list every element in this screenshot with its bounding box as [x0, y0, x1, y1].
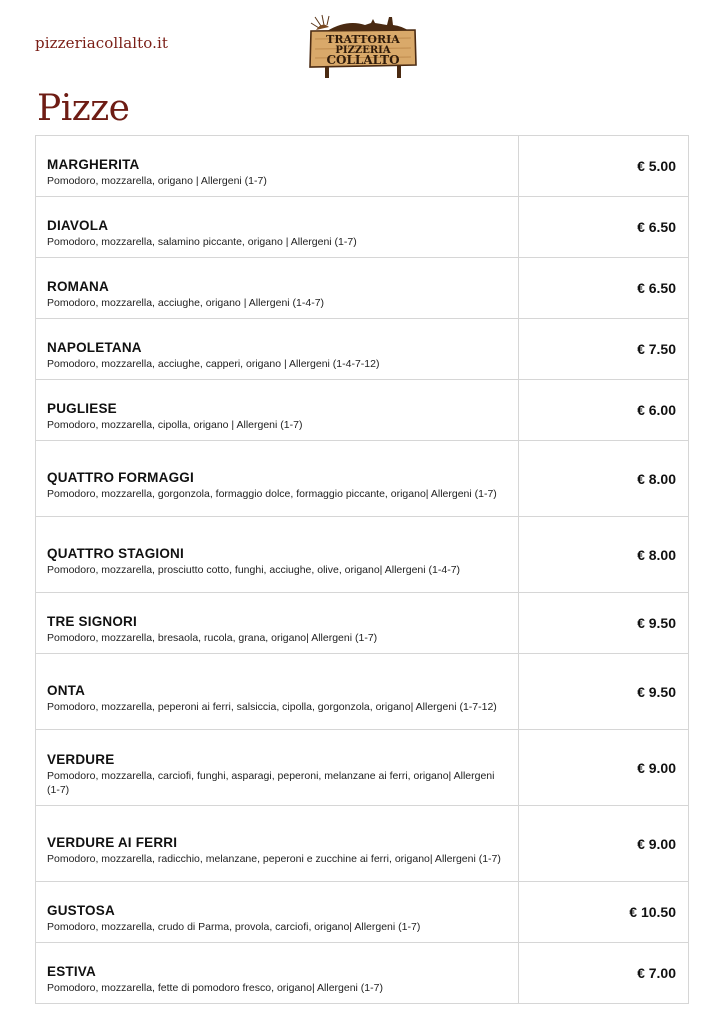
pizza-name: VERDURE [47, 751, 115, 767]
pizza-description: Pomodoro, mozzarella, fette di pomodoro fresco, origano| Allergeni (1-7) [47, 982, 383, 994]
pizza-description: Pomodoro, mozzarella, carciofi, funghi, asparagi, peperoni, melanzane ai ferri, origano| Allergeni (1-7) [47, 769, 495, 796]
menu-row [36, 136, 689, 197]
menu-item-details [36, 943, 519, 1004]
section-title: Pizze [37, 88, 130, 129]
menu-item-details [36, 319, 519, 380]
pizza-description: Pomodoro, mozzarella, bresaola, rucola, grana, origano| Allergeni (1-7) [47, 632, 378, 644]
menu-item-details [36, 654, 519, 730]
pizza-description: Pomodoro, mozzarella, origano | Allergeni (1-7) [47, 175, 267, 187]
menu-row [36, 593, 689, 654]
pizza-description: Pomodoro, mozzarella, salamino piccante, origano | Allergeni (1-7) [47, 236, 357, 248]
menu-row [36, 943, 689, 1004]
menu-item-details [36, 806, 519, 882]
pizza-price: € 5.00 [519, 136, 689, 197]
pizza-price: € 10.50 [519, 882, 689, 943]
pizza-price: € 7.50 [519, 319, 689, 380]
menu-row [36, 380, 689, 441]
menu-item-details [36, 730, 519, 806]
pizza-name: VERDURE AI FERRI [47, 834, 178, 850]
pizza-description: Pomodoro, mozzarella, radicchio, melanzane, peperoni e zucchine ai ferri, origano| Allergeni (1-7) [47, 852, 501, 865]
menu-item-details [36, 882, 519, 943]
restaurant-logo [307, 13, 419, 81]
pizza-description: Pomodoro, mozzarella, crudo di Parma, provola, carciofi, origano| Allergeni (1-7) [47, 921, 421, 933]
pizza-name: DIAVOLA [47, 218, 109, 233]
menu-item-details [36, 197, 519, 258]
logo-text-line-3: COLLALTO [326, 53, 400, 67]
pizza-price: € 8.00 [519, 441, 689, 517]
pizza-price: € 9.00 [519, 806, 689, 882]
pizza-name: QUATTRO FORMAGGI [47, 469, 194, 485]
pizza-description: Pomodoro, mozzarella, gorgonzola, formaggio dolce, formaggio piccante, origano| Allergeni (1-7) [47, 487, 497, 500]
pizza-name: QUATTRO STAGIONI [47, 545, 184, 561]
pizza-price: € 6.50 [519, 197, 689, 258]
pizza-description: Pomodoro, mozzarella, acciughe, origano | Allergeni (1-4-7) [47, 297, 325, 309]
pizza-description: Pomodoro, mozzarella, cipolla, origano | Allergeni (1-7) [47, 419, 303, 431]
menu-row [36, 441, 689, 517]
menu-item-details [36, 517, 519, 593]
website-link[interactable]: pizzeriacollalto.it [35, 34, 169, 52]
pizza-name: ROMANA [47, 279, 109, 294]
menu-row [36, 258, 689, 319]
menu-row [36, 806, 689, 882]
pizza-name: PUGLIESE [47, 401, 117, 416]
pizza-price: € 9.50 [519, 654, 689, 730]
menu-row [36, 517, 689, 593]
pizza-name: ONTA [47, 682, 86, 698]
pizza-price: € 9.50 [519, 593, 689, 654]
pizza-name: NAPOLETANA [47, 340, 142, 355]
pizza-name: TRE SIGNORI [47, 614, 137, 629]
pizza-menu-table [35, 135, 689, 1004]
menu-row [36, 882, 689, 943]
logo-text-line-1: TRATTORIA [326, 33, 400, 46]
pizza-description: Pomodoro, mozzarella, prosciutto cotto, funghi, acciughe, olive, origano| Allergeni (1-4-7) [47, 563, 461, 576]
pizza-price: € 6.00 [519, 380, 689, 441]
menu-row [36, 730, 689, 806]
pizza-description: Pomodoro, mozzarella, peperoni ai ferri, salsiccia, cipolla, gorgonzola, origano| Allergeni (1-7-12) [47, 700, 497, 713]
pizza-name: GUSTOSA [47, 903, 115, 918]
menu-item-details [36, 441, 519, 517]
pizza-name: ESTIVA [47, 964, 96, 979]
pizza-price: € 9.00 [519, 730, 689, 806]
pizza-name: MARGHERITA [47, 157, 140, 172]
pizza-price: € 6.50 [519, 258, 689, 319]
pizza-price: € 7.00 [519, 943, 689, 1004]
menu-item-details [36, 136, 519, 197]
menu-row [36, 197, 689, 258]
menu-item-details [36, 593, 519, 654]
menu-item-details [36, 380, 519, 441]
pizza-price: € 8.00 [519, 517, 689, 593]
pizza-description: Pomodoro, mozzarella, acciughe, capperi, origano | Allergeni (1-4-7-12) [47, 358, 380, 370]
logo-text-line-2: PIZZERIA [335, 45, 391, 56]
menu-row [36, 319, 689, 380]
menu-row [36, 654, 689, 730]
menu-item-details [36, 258, 519, 319]
